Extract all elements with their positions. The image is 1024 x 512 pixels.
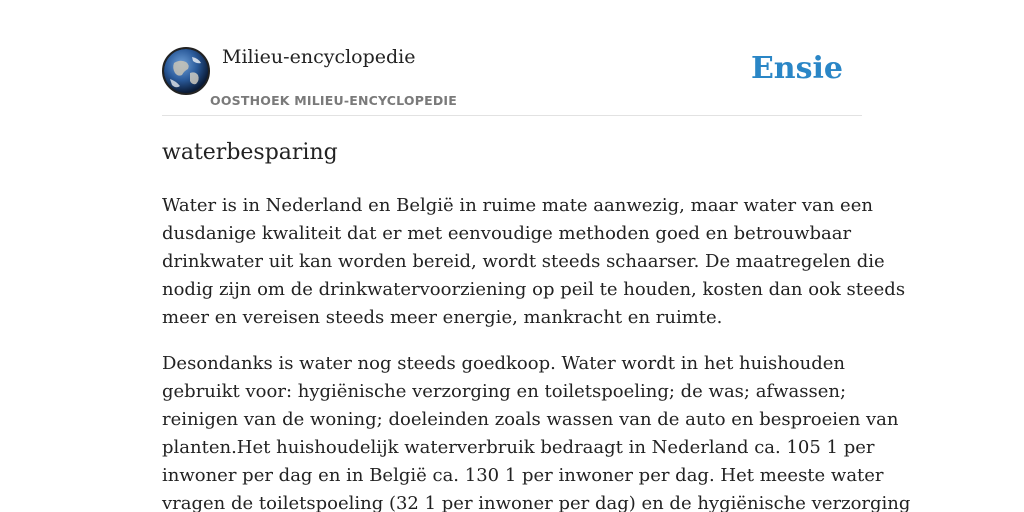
paragraph-line: vragen de toiletspoeling (32 1 per inwoner per dag) en de hygiënische verzorging: [162, 493, 911, 512]
site-name[interactable]: Milieu-encyclopedie: [222, 46, 416, 68]
paragraph-2: [162, 350, 911, 512]
paragraph-line: Desondanks is water nog steeds goedkoop. Water wordt in het huishouden: [162, 353, 845, 374]
paragraph-line: dusdanige kwaliteit dat er met eenvoudige methoden goed en betrouwbaar: [162, 223, 852, 244]
paragraph-line: Water is in Nederland en België in ruime mate aanwezig, maar water van een: [162, 195, 873, 216]
paragraph-line: reinigen van de woning; doeleinden zoals wassen van de auto en besproeien van: [162, 409, 899, 430]
site-header: [162, 0, 862, 116]
paragraph-line: drinkwater uit kan worden bereid, wordt steeds schaarser. De maatregelen die: [162, 251, 885, 272]
content-column: [162, 0, 911, 512]
paragraph-line: meer en vereisen steeds meer energie, mankracht en ruimte.: [162, 307, 723, 328]
article-title: waterbesparing: [162, 140, 338, 165]
paragraph-line: planten.Het huishoudelijk waterverbruik bedraagt in Nederland ca. 105 1 per: [162, 437, 875, 458]
earth-avatar-icon[interactable]: [162, 47, 210, 95]
brand-logo[interactable]: Ensie: [750, 51, 843, 86]
paragraph-line: nodig zijn om de drinkwatervoorziening op peil te houden, kosten dan ook steeds: [162, 279, 906, 300]
paragraph-line: gebruikt voor: hygiënische verzorging en toiletspoeling; de was; afwassen;: [162, 381, 847, 402]
paragraph-line: inwoner per dag en in België ca. 130 1 per inwoner per dag. Het meeste water: [162, 465, 884, 486]
article-body: [162, 192, 911, 512]
site-subtitle[interactable]: OOSTHOEK MILIEU-ENCYCLOPEDIE: [210, 93, 457, 108]
paragraph-1: [162, 192, 906, 332]
